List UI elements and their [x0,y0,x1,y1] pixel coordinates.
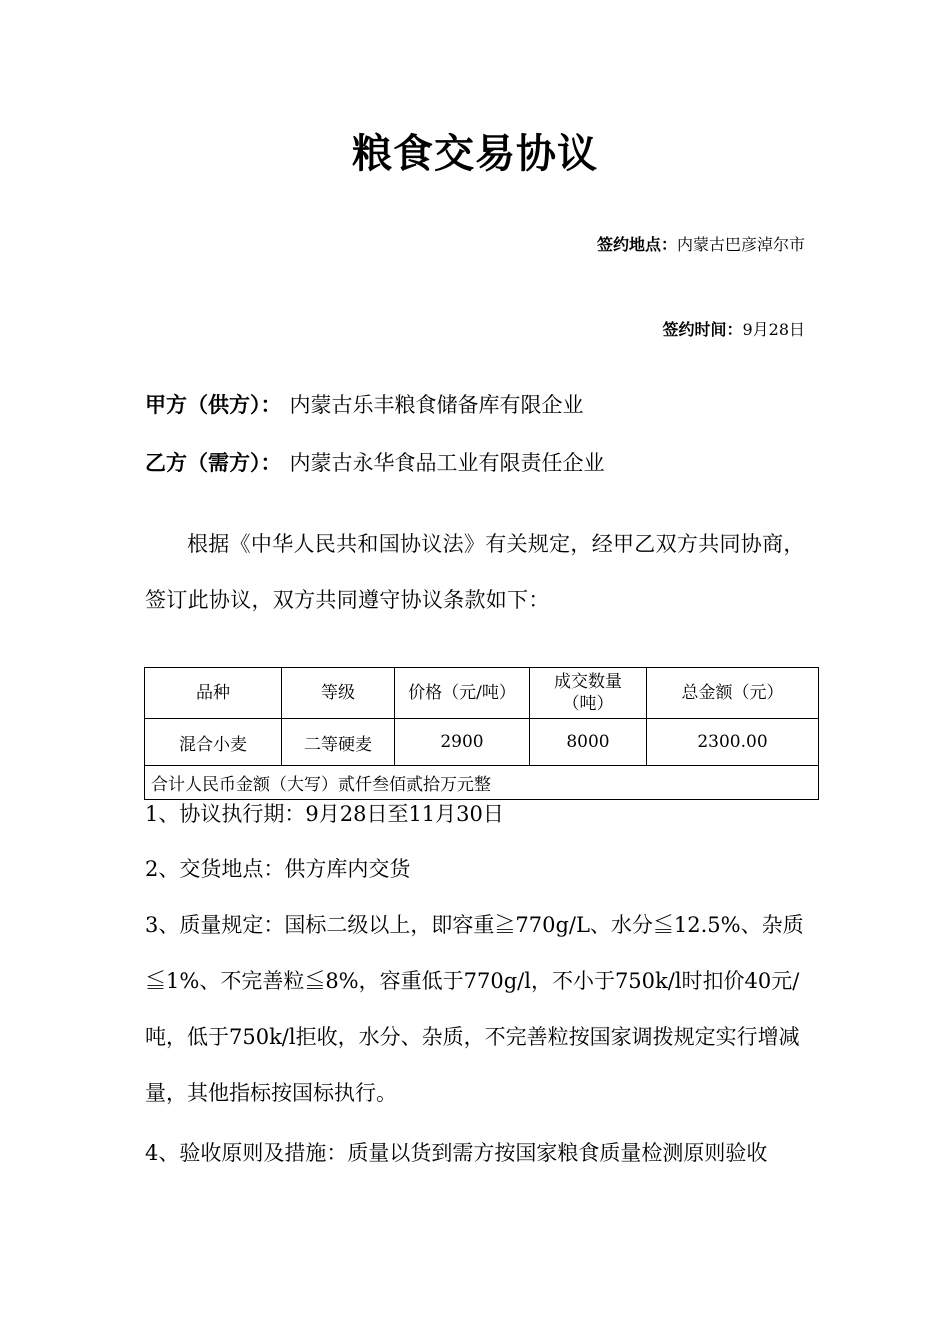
header-variety: 品种 [145,668,282,719]
party-a-name: 内蒙古乐丰粮食储备库有限企业 [289,393,584,417]
cell-grade: 二等硬麦 [282,719,395,766]
clause-1: 1、协议执行期：9月28日至11月30日 [145,802,504,826]
party-b-label: 乙方（需方）： [145,451,282,475]
sign-time-value: 9月28日 [742,320,805,339]
sign-place [597,232,805,255]
party-a [145,389,584,419]
table-header-row [145,668,819,719]
deal-table [144,667,819,800]
clause-4: 4、验收原则及措施：质量以货到需方按国家粮食质量检测原则验收 [145,1141,768,1165]
party-b-name: 内蒙古永华食品工业有限责任企业 [289,451,605,475]
sign-time [662,317,805,340]
cell-price: 2900 [395,719,530,766]
clause-2: 2、交货地点：供方库内交货 [145,857,411,881]
party-b [145,447,605,477]
sign-time-label: 签约时间： [662,320,743,339]
cell-total-amount-words: 合计人民币金额（大写）贰仟叁佰贰拾万元整 [145,766,819,800]
header-price: 价格（元/吨） [395,668,530,719]
cell-total: 2300.00 [647,719,819,766]
header-grade: 等级 [282,668,395,719]
clause-3: 3、质量规定：国标二级以上，即容重≧770g/L、水分≦12.5%、杂质≦1%、不完善粒≦8%，容重低于770g/l，不小于750k/l时扣价40元/吨，低于750k/l拒收，水分、杂质，不完善粒按国家调拨规定实行增减量，其他指标按国标执行。 [145,913,804,1105]
sign-place-label: 签约地点： [596,235,677,254]
cell-quantity: 8000 [530,719,647,766]
document-title: 粮食交易协议 [352,131,598,177]
intro-paragraph: 根据《中华人民共和国协议法》有关规定，经甲乙双方共同协商，签订此协议，双方共同遵守协议条款如下： [145,532,805,612]
header-total: 总金额（元） [647,668,819,719]
cell-variety: 混合小麦 [145,719,282,766]
table-row [145,719,819,766]
party-a-label: 甲方（供方）： [145,393,282,417]
sign-place-value: 内蒙古巴彦淖尔市 [676,235,805,254]
header-quantity: 成交数量（吨） [530,668,647,719]
